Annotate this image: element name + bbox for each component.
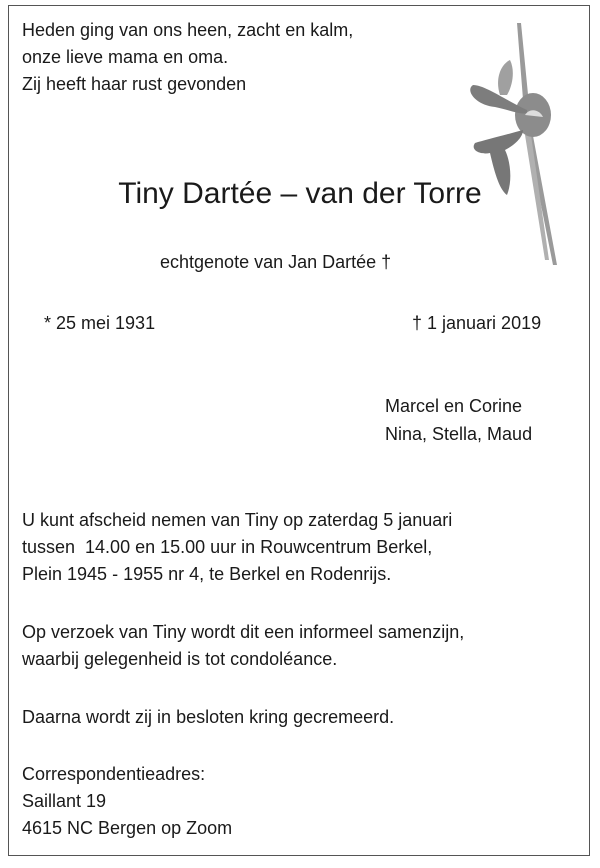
correspondence-street: Saillant 19: [22, 791, 107, 811]
family-line: Marcel en Corine: [385, 396, 523, 416]
intro-line: Heden ging van ons heen, zacht en kalm,: [22, 20, 354, 40]
iris-flower-illustration: [455, 15, 575, 275]
correspondence-heading: Correspondentieadres:: [22, 764, 206, 784]
request-line: Op verzoek van Tiny wordt dit een informeel samenzijn,: [22, 622, 465, 642]
deceased-name: Tiny Dartée – van der Torre: [118, 177, 482, 210]
farewell-line: Plein 1945 - 1955 nr 4, te Berkel en Rodenrijs.: [22, 564, 392, 584]
correspondence-city: 4615 NC Bergen op Zoom: [22, 818, 233, 838]
cremation-line: Daarna wordt zij in besloten kring gecremeerd.: [22, 707, 395, 727]
family-line: Nina, Stella, Maud: [385, 424, 533, 444]
death-date: † 1 januari 2019: [412, 313, 542, 333]
intro-line: Zij heeft haar rust gevonden: [22, 74, 247, 94]
birth-date: * 25 mei 1931: [44, 313, 156, 333]
request-line: waarbij gelegenheid is tot condoléance.: [22, 649, 338, 669]
farewell-line: U kunt afscheid nemen van Tiny op zaterdag 5 januari: [22, 510, 453, 530]
spouse-line: echtgenote van Jan Dartée †: [160, 252, 392, 272]
farewell-line: tussen 14.00 en 15.00 uur in Rouwcentrum Berkel,: [22, 537, 433, 557]
intro-line: onze lieve mama en oma.: [22, 47, 229, 67]
